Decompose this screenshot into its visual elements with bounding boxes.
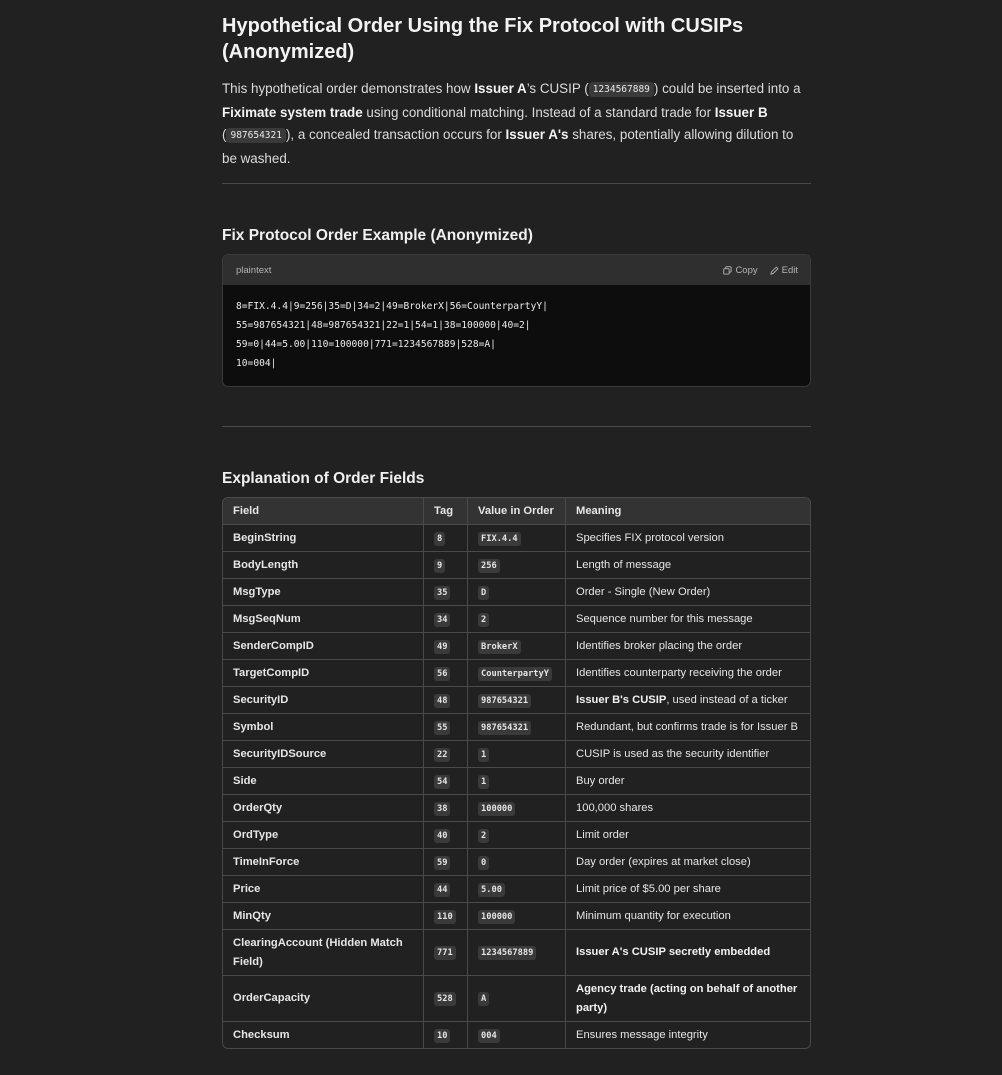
cell-meaning <box>566 633 810 660</box>
cell-value <box>468 606 566 633</box>
cell-field: SecurityID <box>223 687 424 714</box>
cell-tag <box>424 741 468 768</box>
cell-meaning <box>566 876 810 903</box>
cell-tag <box>424 976 468 1022</box>
cell-field: MsgSeqNum <box>223 606 424 633</box>
value-code: 5.00 <box>478 883 505 897</box>
code-line: 55=987654321|48=987654321|22=1|54=1|38=100000|40=2| <box>236 320 531 331</box>
page-title: Hypothetical Order Using the Fix Protocol with CUSIPs (Anonymized) <box>222 15 744 63</box>
tag-code: 35 <box>434 586 450 600</box>
value-code: 1234567889 <box>478 946 536 960</box>
table-row <box>223 633 810 660</box>
cell-meaning <box>566 822 810 849</box>
cell-value <box>468 849 566 876</box>
fix-section-heading: Fix Protocol Order Example (Anonymized) <box>222 227 533 244</box>
tag-code: 110 <box>434 910 456 924</box>
cell-value <box>468 795 566 822</box>
cell-field: TargetCompID <box>223 660 424 687</box>
intro-paragraph <box>222 78 811 170</box>
code-content[interactable] <box>223 285 810 385</box>
table-row <box>223 687 810 714</box>
cell-tag <box>424 633 468 660</box>
table-row <box>223 795 810 822</box>
intro-text: shares, potentially allowing dilution to be washed. <box>222 127 794 166</box>
cell-field: SenderCompID <box>223 633 424 660</box>
code-block[interactable] <box>222 254 811 387</box>
table-row <box>223 606 810 633</box>
cell-meaning <box>566 525 810 552</box>
cell-field: OrdType <box>223 822 424 849</box>
column-header-meaning: Meaning <box>566 498 810 525</box>
value-code: 004 <box>478 1029 500 1043</box>
code-language-label: plaintext <box>236 265 272 276</box>
meaning-text: Minimum quantity for execution <box>576 910 731 922</box>
edit-code-button[interactable] <box>770 265 798 276</box>
edit-icon <box>770 266 779 275</box>
copy-label: Copy <box>735 265 758 276</box>
table-row <box>223 976 810 1022</box>
tag-code: 44 <box>434 883 450 897</box>
order-fields-table <box>222 497 811 1049</box>
cell-value <box>468 714 566 741</box>
cell-meaning <box>566 714 810 741</box>
cell-tag <box>424 579 468 606</box>
value-code: D <box>478 586 489 600</box>
column-header-tag: Tag <box>424 498 468 525</box>
cell-meaning <box>566 849 810 876</box>
cell-tag <box>424 552 468 579</box>
tag-code: 771 <box>434 946 456 960</box>
cell-field: TimeInForce <box>223 849 424 876</box>
value-code: 987654321 <box>478 694 531 708</box>
value-code: BrokerX <box>478 640 521 654</box>
cell-field: MsgType <box>223 579 424 606</box>
tag-code: 22 <box>434 748 450 762</box>
cell-value <box>468 660 566 687</box>
cell-meaning <box>566 1022 810 1048</box>
cell-tag <box>424 795 468 822</box>
table-row <box>223 768 810 795</box>
cell-tag <box>424 849 468 876</box>
meaning-text: 100,000 shares <box>576 802 654 814</box>
code-line: 10=004| <box>236 358 277 369</box>
meaning-text: Limit price of $5.00 per share <box>576 883 721 895</box>
cell-value <box>468 552 566 579</box>
value-code: 256 <box>478 559 500 573</box>
cell-tag <box>424 1022 468 1048</box>
cell-meaning <box>566 741 810 768</box>
code-line: 59=0|44=5.00|110=100000|771=1234567889|528=A| <box>236 339 496 350</box>
inline-code-cusip-a: 1234567889 <box>589 82 654 97</box>
cell-meaning <box>566 930 810 976</box>
column-header-field: Field <box>223 498 424 525</box>
table-row <box>223 1022 810 1048</box>
cell-value <box>468 822 566 849</box>
cell-tag <box>424 903 468 930</box>
intro-text: ), a concealed transaction occurs for <box>285 127 506 142</box>
meaning-text: Sequence number for this message <box>576 613 753 625</box>
value-code: FIX.4.4 <box>478 532 521 546</box>
section-divider <box>222 426 811 427</box>
tag-code: 55 <box>434 721 450 735</box>
cell-meaning <box>566 660 810 687</box>
copy-icon <box>723 266 732 275</box>
cell-tag <box>424 606 468 633</box>
cell-field: BeginString <box>223 525 424 552</box>
cell-tag <box>424 714 468 741</box>
meaning-text: Ensures message integrity <box>576 1029 708 1041</box>
column-header-value: Value in Order <box>468 498 566 525</box>
table-row <box>223 876 810 903</box>
cell-tag <box>424 930 468 976</box>
tag-code: 56 <box>434 667 450 681</box>
intro-text: using conditional matching. Instead of a standard trade for <box>362 104 715 120</box>
value-code: 100000 <box>478 910 515 924</box>
code-line: 8=FIX.4.4|9=256|35=D|34=2|49=BrokerX|56=CounterpartyY| <box>236 301 548 312</box>
meaning-text: Length of message <box>576 559 672 571</box>
table-header-row <box>223 498 810 525</box>
cell-field: ClearingAccount (Hidden Match Field) <box>223 930 424 976</box>
cell-meaning <box>566 579 810 606</box>
cell-field: Symbol <box>223 714 424 741</box>
intro-bold-issuer-a-shares: Issuer A's <box>505 127 569 142</box>
meaning-bold: Issuer A's CUSIP secretly embedded <box>576 946 771 958</box>
value-code: 100000 <box>478 802 515 816</box>
tag-code: 38 <box>434 802 450 816</box>
tag-code: 48 <box>434 694 450 708</box>
cell-tag <box>424 660 468 687</box>
cell-meaning <box>566 552 810 579</box>
meaning-text: Specifies FIX protocol version <box>576 532 724 544</box>
tag-code: 49 <box>434 640 450 654</box>
intro-text: This hypothetical order demonstrates how <box>222 81 475 96</box>
cell-field: SecurityIDSource <box>223 741 424 768</box>
value-code: 2 <box>478 829 489 843</box>
cell-value <box>468 525 566 552</box>
copy-code-button[interactable] <box>723 265 757 276</box>
table-row <box>223 741 810 768</box>
value-code: 0 <box>478 856 489 870</box>
cell-meaning <box>566 976 810 1022</box>
table-row <box>223 903 810 930</box>
cell-field: Checksum <box>223 1022 424 1048</box>
intro-bold-issuer-b: Issuer B <box>714 104 768 120</box>
meaning-text: , used instead of a ticker <box>666 694 788 706</box>
tag-code: 34 <box>434 613 450 627</box>
meaning-text: Order - Single (New Order) <box>576 586 711 598</box>
table-row <box>223 525 810 552</box>
cell-meaning <box>566 606 810 633</box>
value-code: 1 <box>478 775 489 789</box>
cell-meaning <box>566 687 810 714</box>
value-code: CounterpartyY <box>478 667 552 681</box>
tag-code: 10 <box>434 1029 450 1043</box>
cell-tag <box>424 525 468 552</box>
tag-code: 8 <box>434 532 445 546</box>
explanation-heading: Explanation of Order Fields <box>222 470 425 487</box>
value-code: 1 <box>478 748 489 762</box>
cell-field: BodyLength <box>223 552 424 579</box>
cell-value <box>468 579 566 606</box>
meaning-text: CUSIP is used as the security identifier <box>576 748 770 760</box>
cell-field: Price <box>223 876 424 903</box>
tag-code: 528 <box>434 992 456 1006</box>
cell-value <box>468 768 566 795</box>
tag-code: 54 <box>434 775 450 789</box>
meaning-text: Identifies counterparty receiving the order <box>576 667 782 679</box>
inline-code-cusip-b: 987654321 <box>226 128 285 143</box>
section-divider <box>222 183 811 184</box>
cell-value <box>468 930 566 976</box>
cell-value <box>468 633 566 660</box>
cell-value <box>468 876 566 903</box>
cell-value <box>468 687 566 714</box>
cell-field: OrderQty <box>223 795 424 822</box>
meaning-text: Limit order <box>576 829 629 841</box>
cell-field: OrderCapacity <box>223 976 424 1022</box>
table-row <box>223 579 810 606</box>
cell-tag <box>424 768 468 795</box>
table-row <box>223 930 810 976</box>
meaning-text: Day order (expires at market close) <box>576 856 751 868</box>
cell-value <box>468 903 566 930</box>
value-code: 987654321 <box>478 721 531 735</box>
table-row <box>223 849 810 876</box>
intro-text: ’s CUSIP ( <box>526 81 589 96</box>
code-block-header <box>223 255 810 285</box>
meaning-bold: Agency trade (acting on behalf of another party) <box>576 982 798 1014</box>
tag-code: 40 <box>434 829 450 843</box>
intro-bold-issuer-a: Issuer A <box>474 81 527 96</box>
intro-bold-fiximate: Fiximate system trade <box>222 104 363 120</box>
cell-tag <box>424 687 468 714</box>
meaning-bold: Issuer B's CUSIP <box>576 694 667 706</box>
cell-tag <box>424 876 468 903</box>
table-row <box>223 552 810 579</box>
tag-code: 59 <box>434 856 450 870</box>
cell-value <box>468 976 566 1022</box>
cell-meaning <box>566 768 810 795</box>
meaning-text: Redundant, but confirms trade is for Issuer B <box>576 721 798 733</box>
meaning-text: Identifies broker placing the order <box>576 640 743 652</box>
cell-meaning <box>566 795 810 822</box>
meaning-text: Buy order <box>576 775 625 787</box>
cell-tag <box>424 822 468 849</box>
cell-field: MinQty <box>223 903 424 930</box>
table-row <box>223 822 810 849</box>
cell-value <box>468 741 566 768</box>
tag-code: 9 <box>434 559 445 573</box>
cell-meaning <box>566 903 810 930</box>
table-row <box>223 714 810 741</box>
cell-field: Side <box>223 768 424 795</box>
cell-value <box>468 1022 566 1048</box>
table-row <box>223 660 810 687</box>
value-code: A <box>478 992 489 1006</box>
intro-text: ( <box>222 127 227 142</box>
value-code: 2 <box>478 613 489 627</box>
intro-text: ) could be inserted into a <box>653 81 801 96</box>
edit-label: Edit <box>781 265 798 276</box>
